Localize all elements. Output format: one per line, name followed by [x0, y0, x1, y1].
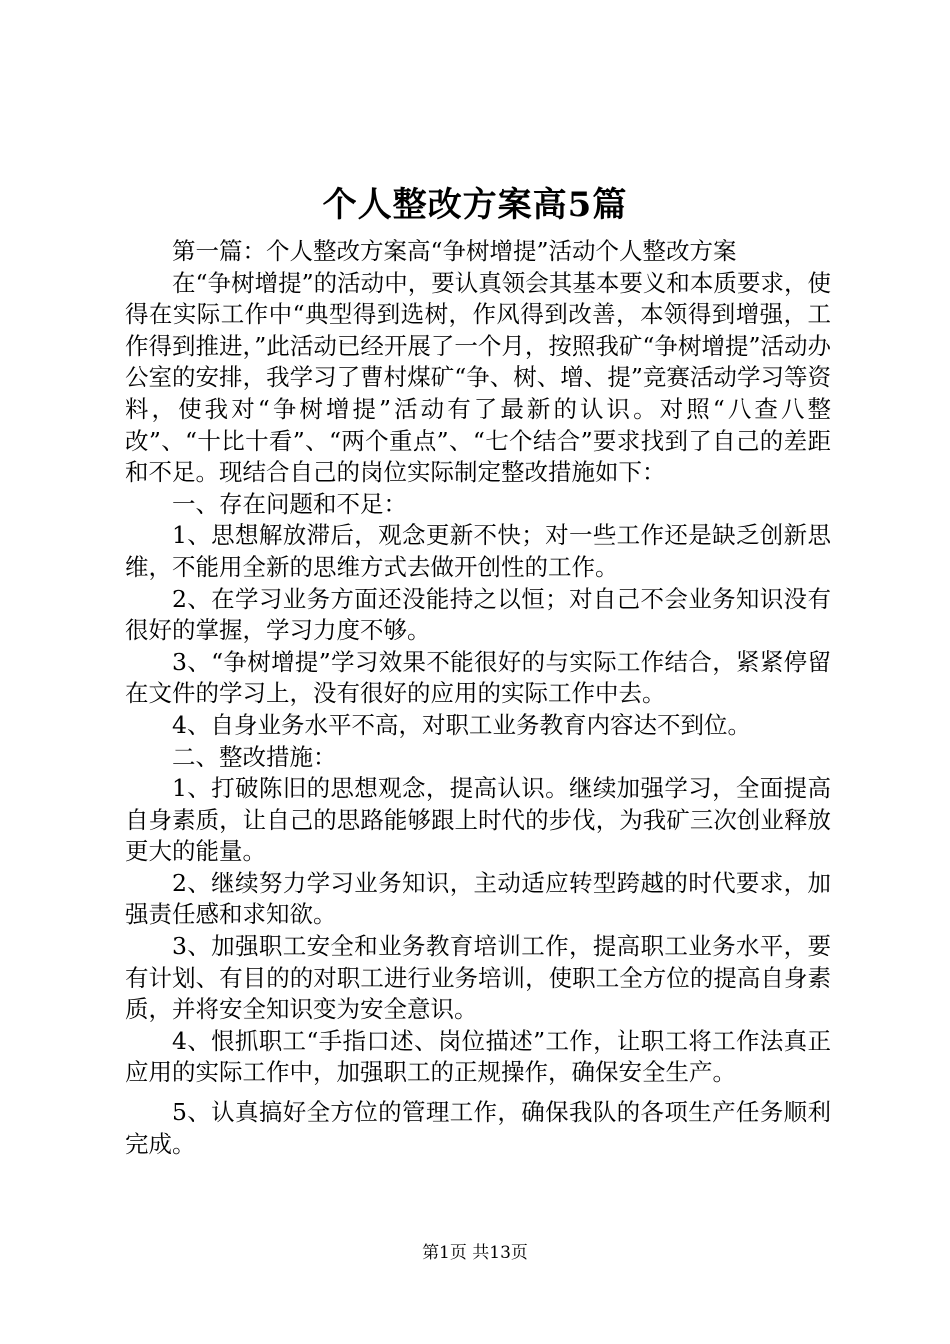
paragraph-measure-5: 5、认真搞好全方位的管理工作，确保我队的各项生产任务顺利完成。	[125, 1098, 831, 1158]
paragraph-measure-2: 2、继续努力学习业务知识，主动适应转型跨越的时代要求，加强责任感和求知欲。	[125, 868, 831, 929]
paragraph-measure-3: 3、加强职工安全和业务教育培训工作，提高职工业务水平，要有计划、有目的的对职工进行业务培训，使职工全方位的提高自身素质，并将安全知识变为安全意识。	[125, 932, 831, 1024]
document-title: 个人整改方案高5篇	[322, 185, 628, 225]
paragraph-measure-4: 4、恨抓职工“手指口述、岗位描述”工作，让职工将工作法真正应用的实际工作中，加强职工的正规操作，确保安全生产。	[125, 1026, 831, 1087]
paragraph-problems-heading: 一、存在问题和不足：	[172, 489, 407, 518]
page-number-footer: 第1页 共13页	[422, 1243, 528, 1263]
paragraph-problem-4: 4、自身业务水平不高，对职工业务教育内容达不到位。	[172, 710, 751, 739]
paragraph-problem-3: 3、“争树增提”学习效果不能很好的与实际工作结合，紧紧停留在文件的学习上，没有很好的应用的实际工作中去。	[125, 647, 831, 708]
paragraph-problem-2: 2、在学习业务方面还没能持之以恒；对自己不会业务知识没有很好的掌握，学习力度不够。	[125, 584, 831, 645]
paragraph-problem-1: 1、思想解放滞后，观念更新不快；对一些工作还是缺乏创新思维，不能用全新的思维方式去做开创性的工作。	[125, 521, 831, 581]
document-body	[125, 236, 831, 1160]
paragraph-measures-heading: 二、整改措施：	[172, 742, 337, 771]
paragraph-intro: 在“争树增提”的活动中，要认真领会其基本要义和本质要求，使得在实际工作中“典型得到选树，作风得到改善，本领得到增强，工作得到推进，”此活动已经开展了一个月，按照我矿“争树增提”活动办公室的安排，我学习了曹村煤矿“争、树、增、提”竞赛活动学习等资料，使我对“争树增提”活动有了最新的认识。对照“八查八整改”、“十比十看”、“两个重点”、“七个结合”要求找到了自己的差距和不足。现结合自己的岗位实际制定整改措施如下：	[125, 268, 831, 487]
paragraph-measure-1: 1、打破陈旧的思想观念，提高认识。继续加强学习，全面提高自身素质，让自己的思路能够跟上时代的步伐，为我矿三次创业释放更大的能量。	[125, 774, 831, 866]
paragraph-section-heading: 第一篇：个人整改方案高“争树增提”活动个人整改方案	[172, 237, 737, 265]
